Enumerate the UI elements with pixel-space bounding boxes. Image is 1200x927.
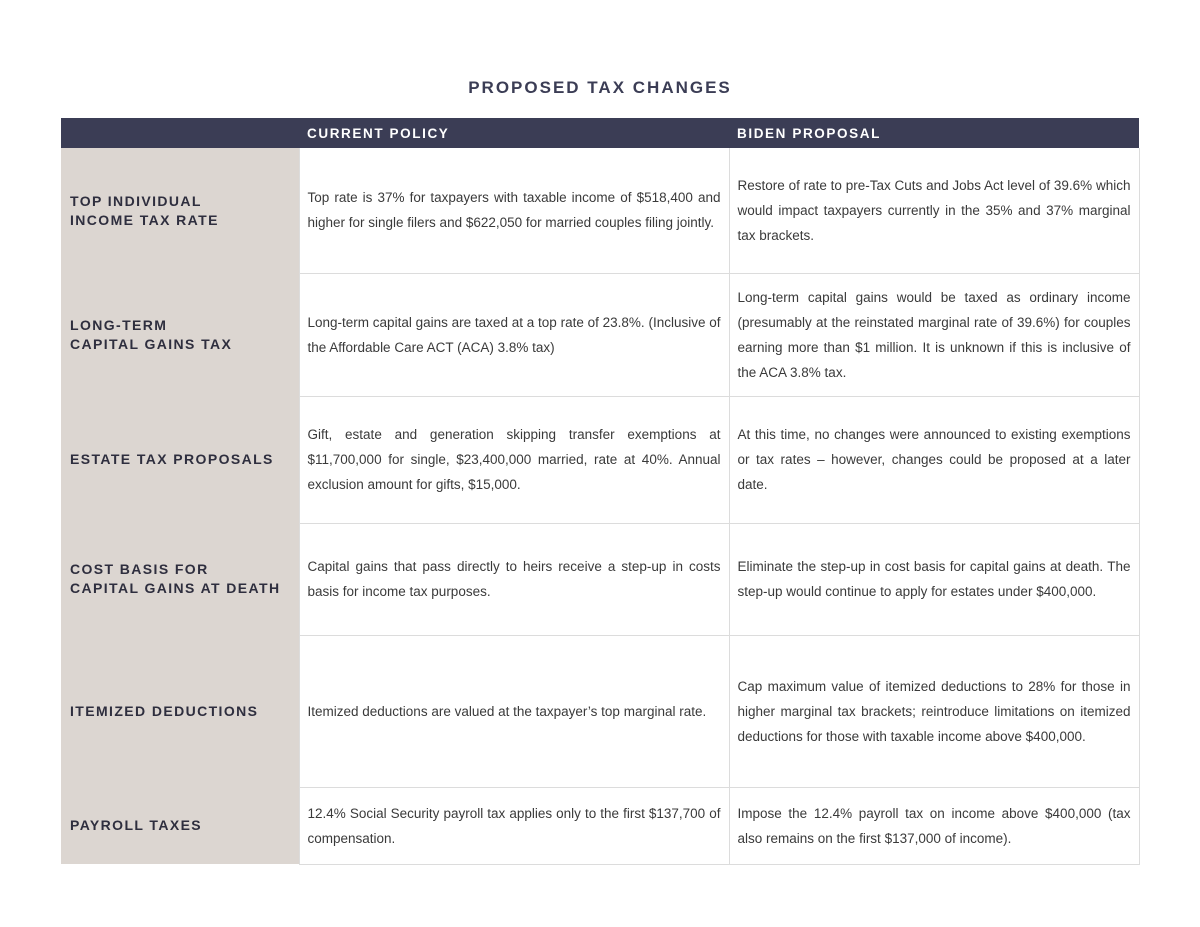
biden-proposal-cell: Eliminate the step-up in cost basis for capital gains at death. The step-up would continue to apply for estates under $400,000. [729, 523, 1139, 635]
row-label-itemized-deductions: ITEMIZED DEDUCTIONS [61, 635, 299, 787]
header-current-policy: CURRENT POLICY [299, 118, 729, 148]
biden-proposal-cell: At this time, no changes were announced to existing exemptions or tax rates – however, changes could be proposed at a later date. [729, 396, 1139, 523]
table-row [61, 273, 1139, 396]
table-header-row [61, 118, 1139, 148]
row-label-top-income-tax: TOP INDIVIDUAL INCOME TAX RATE [61, 148, 299, 273]
page-title: PROPOSED TAX CHANGES [468, 78, 732, 97]
current-policy-cell: Itemized deductions are valued at the taxpayer’s top marginal rate. [299, 635, 729, 787]
table-row [61, 396, 1139, 523]
current-policy-cell: Top rate is 37% for taxpayers with taxable income of $518,400 and higher for single filers and $622,050 for married couples filing jointly. [299, 148, 729, 273]
table-row [61, 148, 1139, 273]
current-policy-cell: Long-term capital gains are taxed at a top rate of 23.8%. (Inclusive of the Affordable Care ACT (ACA) 3.8% tax) [299, 273, 729, 396]
row-label-payroll-taxes: PAYROLL TAXES [61, 787, 299, 864]
biden-proposal-cell: Restore of rate to pre-Tax Cuts and Jobs Act level of 39.6% which would impact taxpayers currently in the 35% and 37% marginal tax brackets. [729, 148, 1139, 273]
row-label-capital-gains-tax: LONG-TERM CAPITAL GAINS TAX [61, 273, 299, 396]
table-row [61, 635, 1139, 787]
tax-comparison-table [61, 118, 1140, 865]
biden-proposal-cell: Cap maximum value of itemized deductions to 28% for those in higher marginal tax brackets; reintroduce limitations on itemized deductions for those with taxable income above $400,000. [729, 635, 1139, 787]
table-row [61, 787, 1139, 864]
current-policy-cell: Gift, estate and generation skipping transfer exemptions at $11,700,000 for single, $23,400,000 married, rate at 40%. Annual exclusion amount for gifts, $15,000. [299, 396, 729, 523]
header-biden-proposal: BIDEN PROPOSAL [729, 118, 1139, 148]
table-row [61, 523, 1139, 635]
biden-proposal-cell: Long-term capital gains would be taxed as ordinary income (presumably at the reinstated marginal rate of 39.6%) for couples earning more than $1 million. It is unknown if this is inclusive of the ACA 3.8% tax. [729, 273, 1139, 396]
current-policy-cell: 12.4% Social Security payroll tax applies only to the first $137,700 of compensation. [299, 787, 729, 864]
row-label-estate-tax: ESTATE TAX PROPOSALS [61, 396, 299, 523]
row-label-cost-basis: COST BASIS FOR CAPITAL GAINS AT DEATH [61, 523, 299, 635]
current-policy-cell: Capital gains that pass directly to heirs receive a step-up in costs basis for income tax purposes. [299, 523, 729, 635]
biden-proposal-cell: Impose the 12.4% payroll tax on income above $400,000 (tax also remains on the first $137,000 of income). [729, 787, 1139, 864]
header-label [61, 118, 299, 148]
